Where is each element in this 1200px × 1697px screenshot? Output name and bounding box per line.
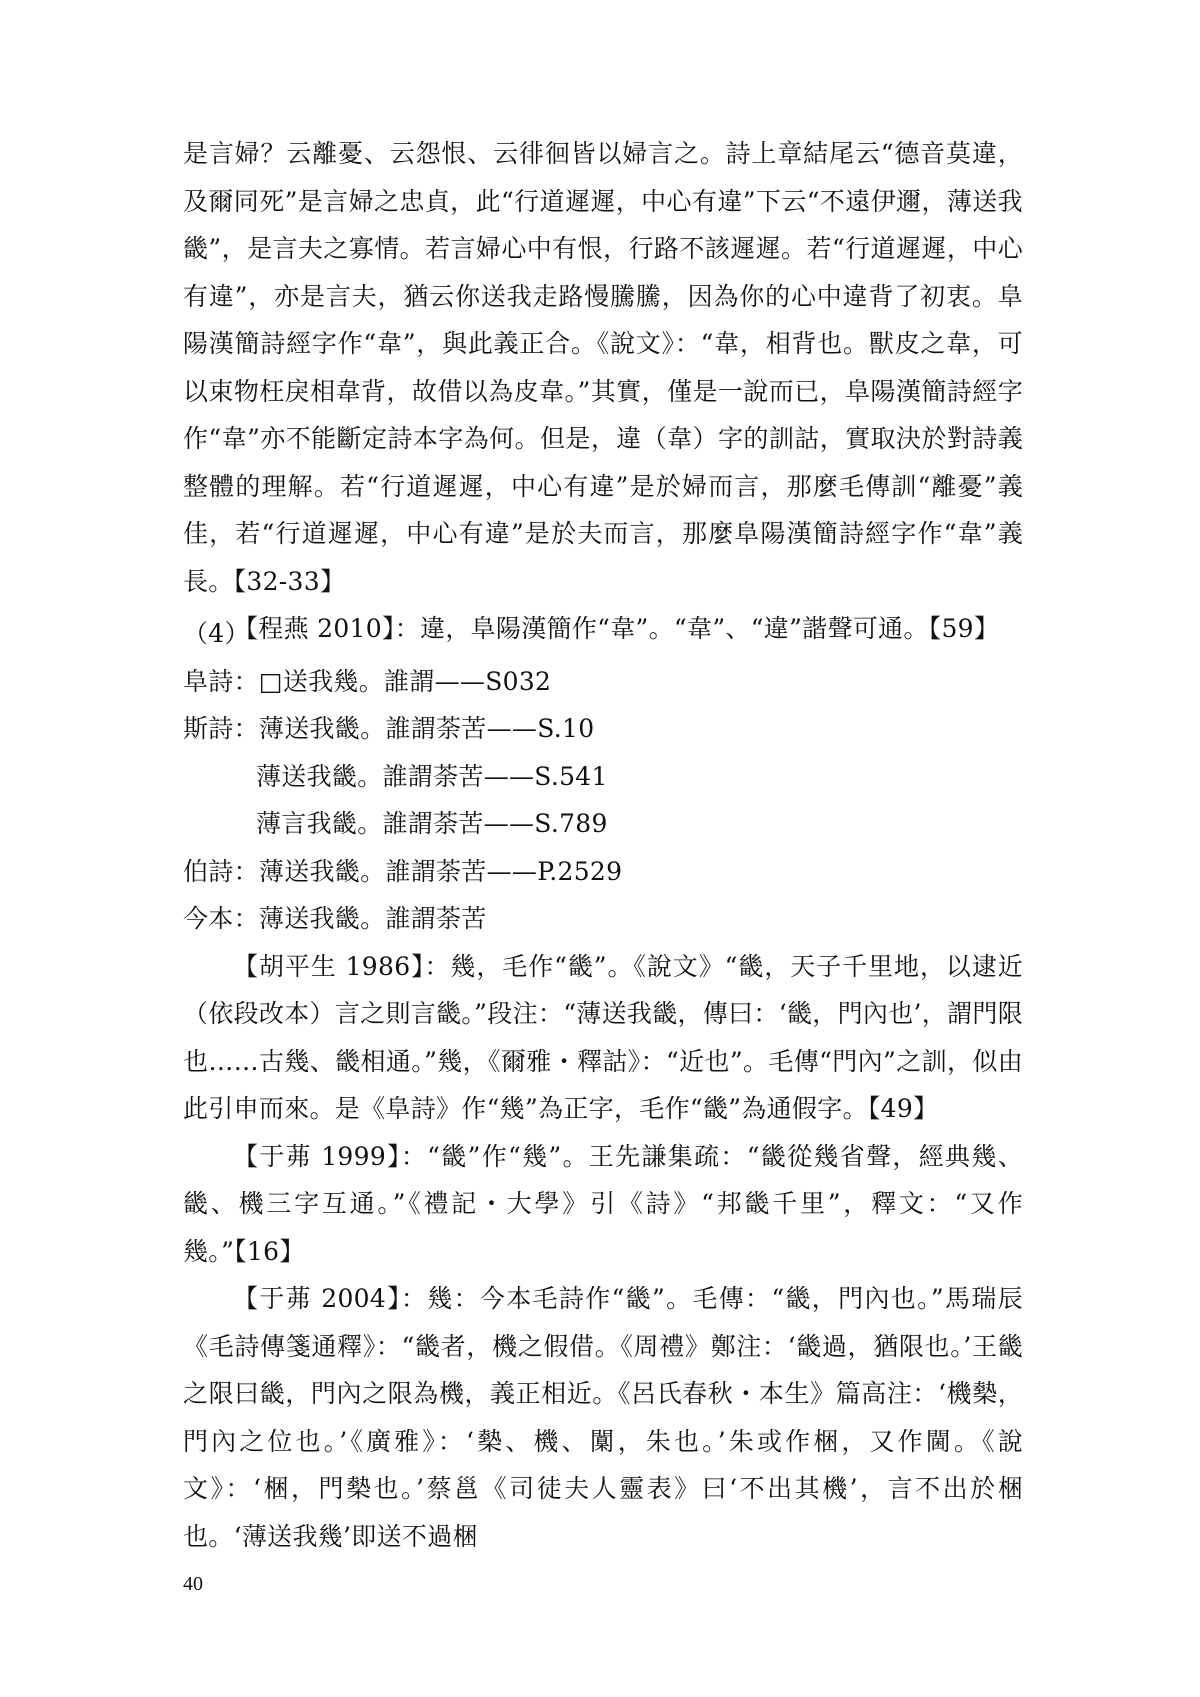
entry-heading: （4） [183,619,250,648]
variant-line: 薄送我畿。誰謂荼苦——S.541 [256,761,608,791]
variant-line: 阜詩：□送我幾。誰謂——S032 [183,666,552,696]
page-number: 40 [183,1573,203,1595]
commentary-paragraph: 是言婦？云離憂、云怨恨、云徘徊皆以婦言之。詩上章結尾云“德音莫違，及爾同死”是言婦之忠貞，此“行道遲遲，中心有違”下云“不遠伊邇，薄送我畿”，是言夫之寡情。若言婦心中有恨，行路不該遲遲。若“行道遲遲，中心有違”，亦是言夫，猶云你送我走路慢騰騰，因為你的心中違背了初衷。阜陽漢簡詩經字作“韋”，與此義正合。《說文》：“韋，相背也。獸皮之韋，可以束物枉戾相韋背，故借以為皮韋。”其實，僅是一說而已，阜陽漢簡詩經字作“韋”亦不能斷定詩本字為何。但是，違（韋）字的訓詁，實取決於對詩義整體的理解。若“行道遲遲，中心有違”是於婦而言，那麼毛傳訓“離憂”義佳，若“行道遲遲，中心有違”是於夫而言，那麼阜陽漢簡詩經字作“韋”義長。【32-33】 [183,139,1023,596]
commentary-block-3 [183,130,1023,653]
citation-paragraph: 【程燕 2010】：違，阜陽漢簡作“韋”。“韋”、“違”諧聲可通。【59】 [233,614,1000,643]
citation-paragraph: 【于茀 2004】：幾：今本毛詩作“畿”。毛傳：“畿，門內也。”馬瑞辰《毛詩傳箋通釋》：“畿者，機之假借。《周禮》鄭注：‘畿過，猶限也。’王畿之限曰畿，門內之限為機，義正相近。《呂氏春秋・本生》篇高注：‘機槷，門內之位也。’《廣雅》：‘槷、機、闑，朱也。’朱或作梱，又作閫。《說文》：‘梱，門槷也。’蔡邕《司徒夫人靈表》曰‘不出其機’，言不出於梱也。‘薄送我幾’即送不過梱 [183,1284,1023,1551]
citation-paragraph: 【胡平生 1986】：幾，毛作“畿”。《說文》“畿，天子千里地，以逮近（依段改本）言之則言畿。”段注：“薄送我畿，傳曰：‘畿，門內也’，謂門限也……古幾、畿相通。”幾，《爾雅・釋詁》：“近也”。毛傳“門內”之訓，似由此引申而來。是《阜詩》作“幾”為正字，毛作“畿”為通假字。【49】 [183,951,1023,1123]
citation-paragraph: 【于茀 1999】：“畿”作“幾”。王先謙集疏：“畿從幾省聲，經典幾、畿、機三字互通。”《禮記・大學》引《詩》“邦畿千里”，釋文：“又作幾。”【16】 [183,1141,1023,1266]
variant-line: 伯詩：薄送我畿。誰謂荼苦——P.2529 [183,856,623,886]
variant-line: 斯詩：薄送我畿。誰謂荼苦——S.10 [183,714,595,743]
variant-line: 薄言我畿。誰謂荼苦——S.789 [256,809,608,838]
variant-line: 今本：薄送我畿。誰謂荼苦 [183,904,487,933]
entry-block-4 [183,610,1023,1560]
